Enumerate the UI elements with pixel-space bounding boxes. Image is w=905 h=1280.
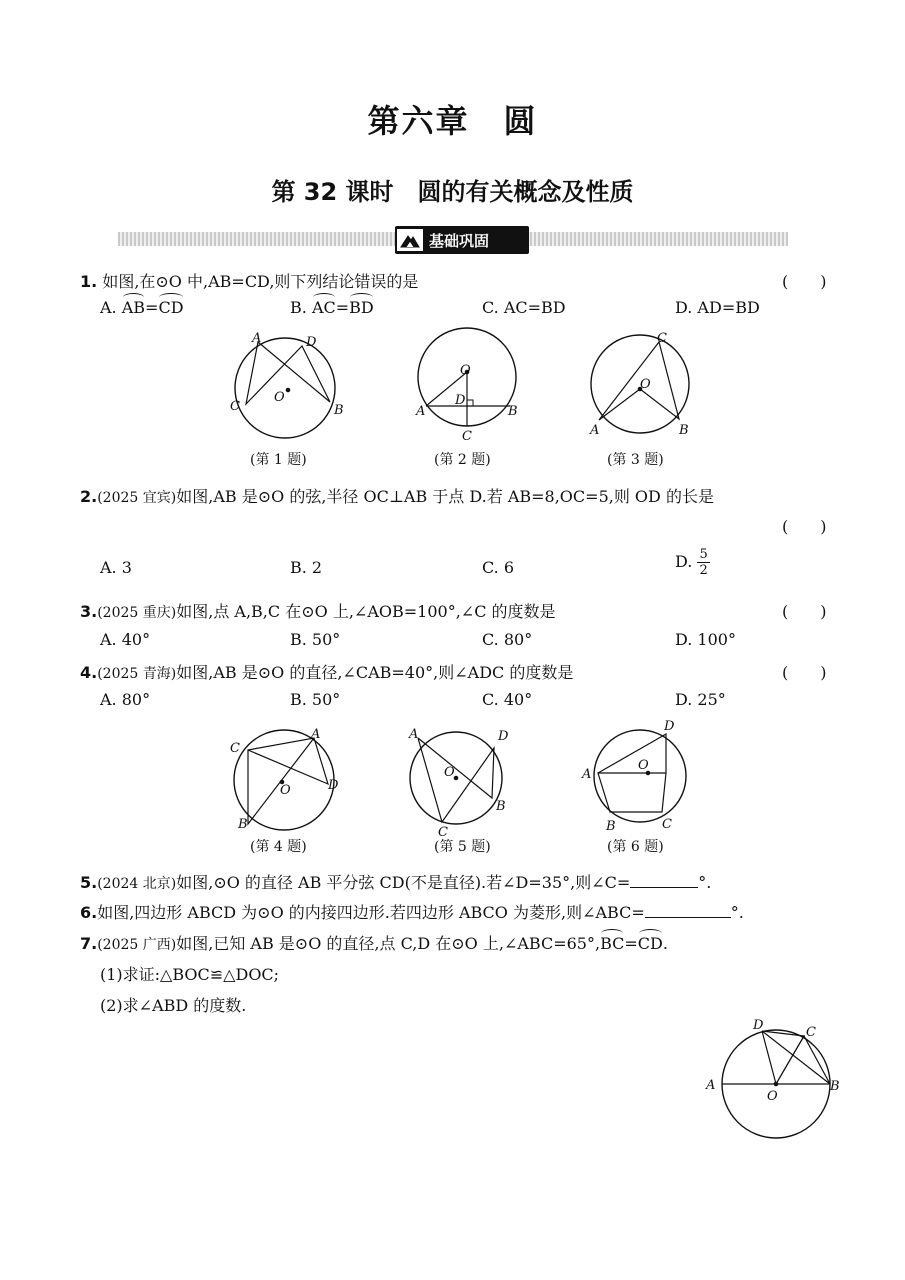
label-a: A [706, 1078, 716, 1093]
figure-5-caption: (第 5 题) [434, 839, 491, 855]
figure-4-caption: (第 4 题) [250, 839, 307, 855]
option-c[interactable]: C. 80° [482, 630, 533, 649]
fraction [697, 547, 709, 578]
option-c[interactable]: C. AC=BD [482, 298, 566, 317]
answer-blank[interactable] [645, 903, 731, 918]
arc-ab: AB [121, 298, 146, 317]
label-a: A [252, 331, 262, 346]
label-c: C [806, 1025, 816, 1040]
option-label: D. [675, 552, 693, 571]
chapter-title: 第六章 圆 [367, 102, 538, 140]
figure-6-caption: (第 6 题) [607, 839, 664, 855]
arc-cd: CD [637, 934, 663, 953]
figure-2 [410, 322, 528, 444]
option-b[interactable] [290, 298, 374, 317]
label-o: O [638, 758, 649, 773]
option-c[interactable]: C. 40° [482, 690, 533, 709]
question-stem: 如图,四边形 ABCD 为⊙O 的内接四边形.若四边形 ABCO 为菱形,则∠ABC= [97, 903, 645, 922]
question-7-part-1: (1)求证:△BOC≌△DOC; [100, 965, 280, 984]
label-d: D [455, 393, 466, 408]
label-a: A [409, 727, 419, 742]
question-source: (2025 青海) [97, 666, 177, 682]
label-c: C [662, 817, 672, 832]
question-6 [80, 900, 744, 923]
question-tail: °. [730, 903, 744, 922]
label-o: O [444, 765, 455, 780]
option-a[interactable]: A. 3 [100, 558, 132, 577]
option-d[interactable]: D. AD=BD [675, 298, 760, 317]
lesson-title: 第 32 课时 圆的有关概念及性质 [271, 178, 634, 206]
answer-paren: ( ) [782, 663, 827, 682]
label-b: B [508, 404, 518, 419]
label-o: O [274, 390, 285, 405]
label-b: B [830, 1079, 840, 1094]
label-b: B [496, 799, 506, 814]
label-b: B [334, 403, 344, 418]
question-stem: 如图,点 A,B,C 在⊙O 上,∠AOB=100°,∠C 的度数是 [176, 602, 556, 621]
label-o: O [280, 783, 291, 798]
label-d: D [664, 719, 675, 734]
question-number: 1. [80, 272, 98, 291]
question-number: 2. [80, 487, 98, 506]
question-stem: 如图,已知 AB 是⊙O 的直径,点 C,D 在⊙O 上,∠ABC=65°, [176, 934, 601, 953]
label-a: A [416, 404, 426, 419]
question-stem: 如图,在⊙O 中,AB=CD,则下列结论错误的是 [102, 272, 419, 291]
question-tail: °. [698, 873, 712, 892]
question-stem: 如图,AB 是⊙O 的直径,∠CAB=40°,则∠ADC 的度数是 [176, 663, 574, 682]
answer-paren: ( ) [782, 272, 827, 291]
figure-1-caption: (第 1 题) [250, 452, 307, 468]
period: . [662, 934, 668, 953]
label-b: B [238, 817, 248, 832]
option-d[interactable]: D. 100° [675, 630, 736, 649]
label-d: D [306, 335, 317, 350]
figure-6 [578, 716, 698, 836]
label-c: C [462, 429, 472, 444]
figure-3-caption: (第 3 题) [607, 452, 664, 468]
equals: = [335, 298, 350, 317]
question-number: 6. [80, 903, 98, 922]
option-d[interactable]: D. 25° [675, 690, 726, 709]
arc-bd: BD [349, 298, 374, 317]
denominator: 2 [699, 563, 708, 578]
question-source: (2025 宜宾) [97, 490, 177, 506]
label-c: C [657, 331, 667, 346]
section-banner-label: 基础巩固 [429, 231, 490, 250]
question-number: 7. [80, 934, 98, 953]
option-a[interactable]: A. 80° [100, 690, 151, 709]
arc-bc: BC [600, 934, 625, 953]
label-o: O [460, 363, 471, 378]
label-b: B [679, 423, 689, 438]
mountain-icon [397, 229, 423, 251]
answer-paren: ( ) [782, 602, 827, 621]
figure-1 [222, 328, 352, 448]
label-c: C [230, 399, 240, 414]
label-d: D [753, 1018, 764, 1033]
question-stem: 如图,⊙O 的直径 AB 平分弦 CD(不是直径).若∠D=35°,则∠C= [176, 873, 631, 892]
question-source: (2024 北京) [97, 876, 177, 892]
figure-3 [585, 326, 703, 442]
label-c: C [230, 741, 240, 756]
question-7-part-2: (2)求∠ABD 的度数. [100, 996, 247, 1015]
answer-blank[interactable] [630, 873, 698, 888]
question-1 [80, 269, 418, 292]
question-3 [80, 599, 556, 622]
question-4 [80, 660, 573, 683]
option-d[interactable] [675, 547, 710, 578]
question-number: 3. [80, 602, 98, 621]
question-stem: 如图,AB 是⊙O 的弦,半径 OC⊥AB 于点 D.若 AB=8,OC=5,则 OD 的长是 [176, 487, 714, 506]
question-number: 5. [80, 873, 98, 892]
figure-7 [700, 1014, 850, 1144]
option-c[interactable]: C. 6 [482, 558, 515, 577]
equals: = [624, 934, 638, 953]
label-c: C [438, 825, 448, 840]
label-a: A [590, 423, 600, 438]
label-d: D [498, 729, 509, 744]
option-a[interactable] [100, 298, 184, 317]
label-b: B [606, 819, 616, 834]
option-b[interactable]: B. 50° [290, 690, 341, 709]
question-2 [80, 484, 714, 507]
figure-4 [222, 720, 348, 840]
arc-cd: CD [158, 298, 184, 317]
option-label: A. [100, 298, 122, 317]
label-a: A [311, 727, 321, 742]
question-5 [80, 870, 711, 893]
figure-5 [404, 718, 520, 840]
question-7 [80, 931, 668, 954]
equals: = [145, 298, 159, 317]
option-a[interactable]: A. 40° [100, 630, 151, 649]
figure-2-caption: (第 2 题) [434, 452, 491, 468]
numerator: 5 [699, 547, 708, 562]
section-banner [395, 226, 529, 254]
label-o: O [767, 1089, 778, 1104]
option-label: B. [290, 298, 312, 317]
option-b[interactable]: B. 2 [290, 558, 323, 577]
option-b[interactable]: B. 50° [290, 630, 341, 649]
answer-paren: ( ) [782, 517, 827, 536]
question-source: (2025 广西) [97, 937, 177, 953]
question-source: (2025 重庆) [97, 605, 177, 621]
label-o: O [640, 377, 651, 392]
question-number: 4. [80, 663, 98, 682]
label-a: A [582, 767, 592, 782]
arc-ac: AC [311, 298, 336, 317]
label-d: D [328, 778, 339, 793]
